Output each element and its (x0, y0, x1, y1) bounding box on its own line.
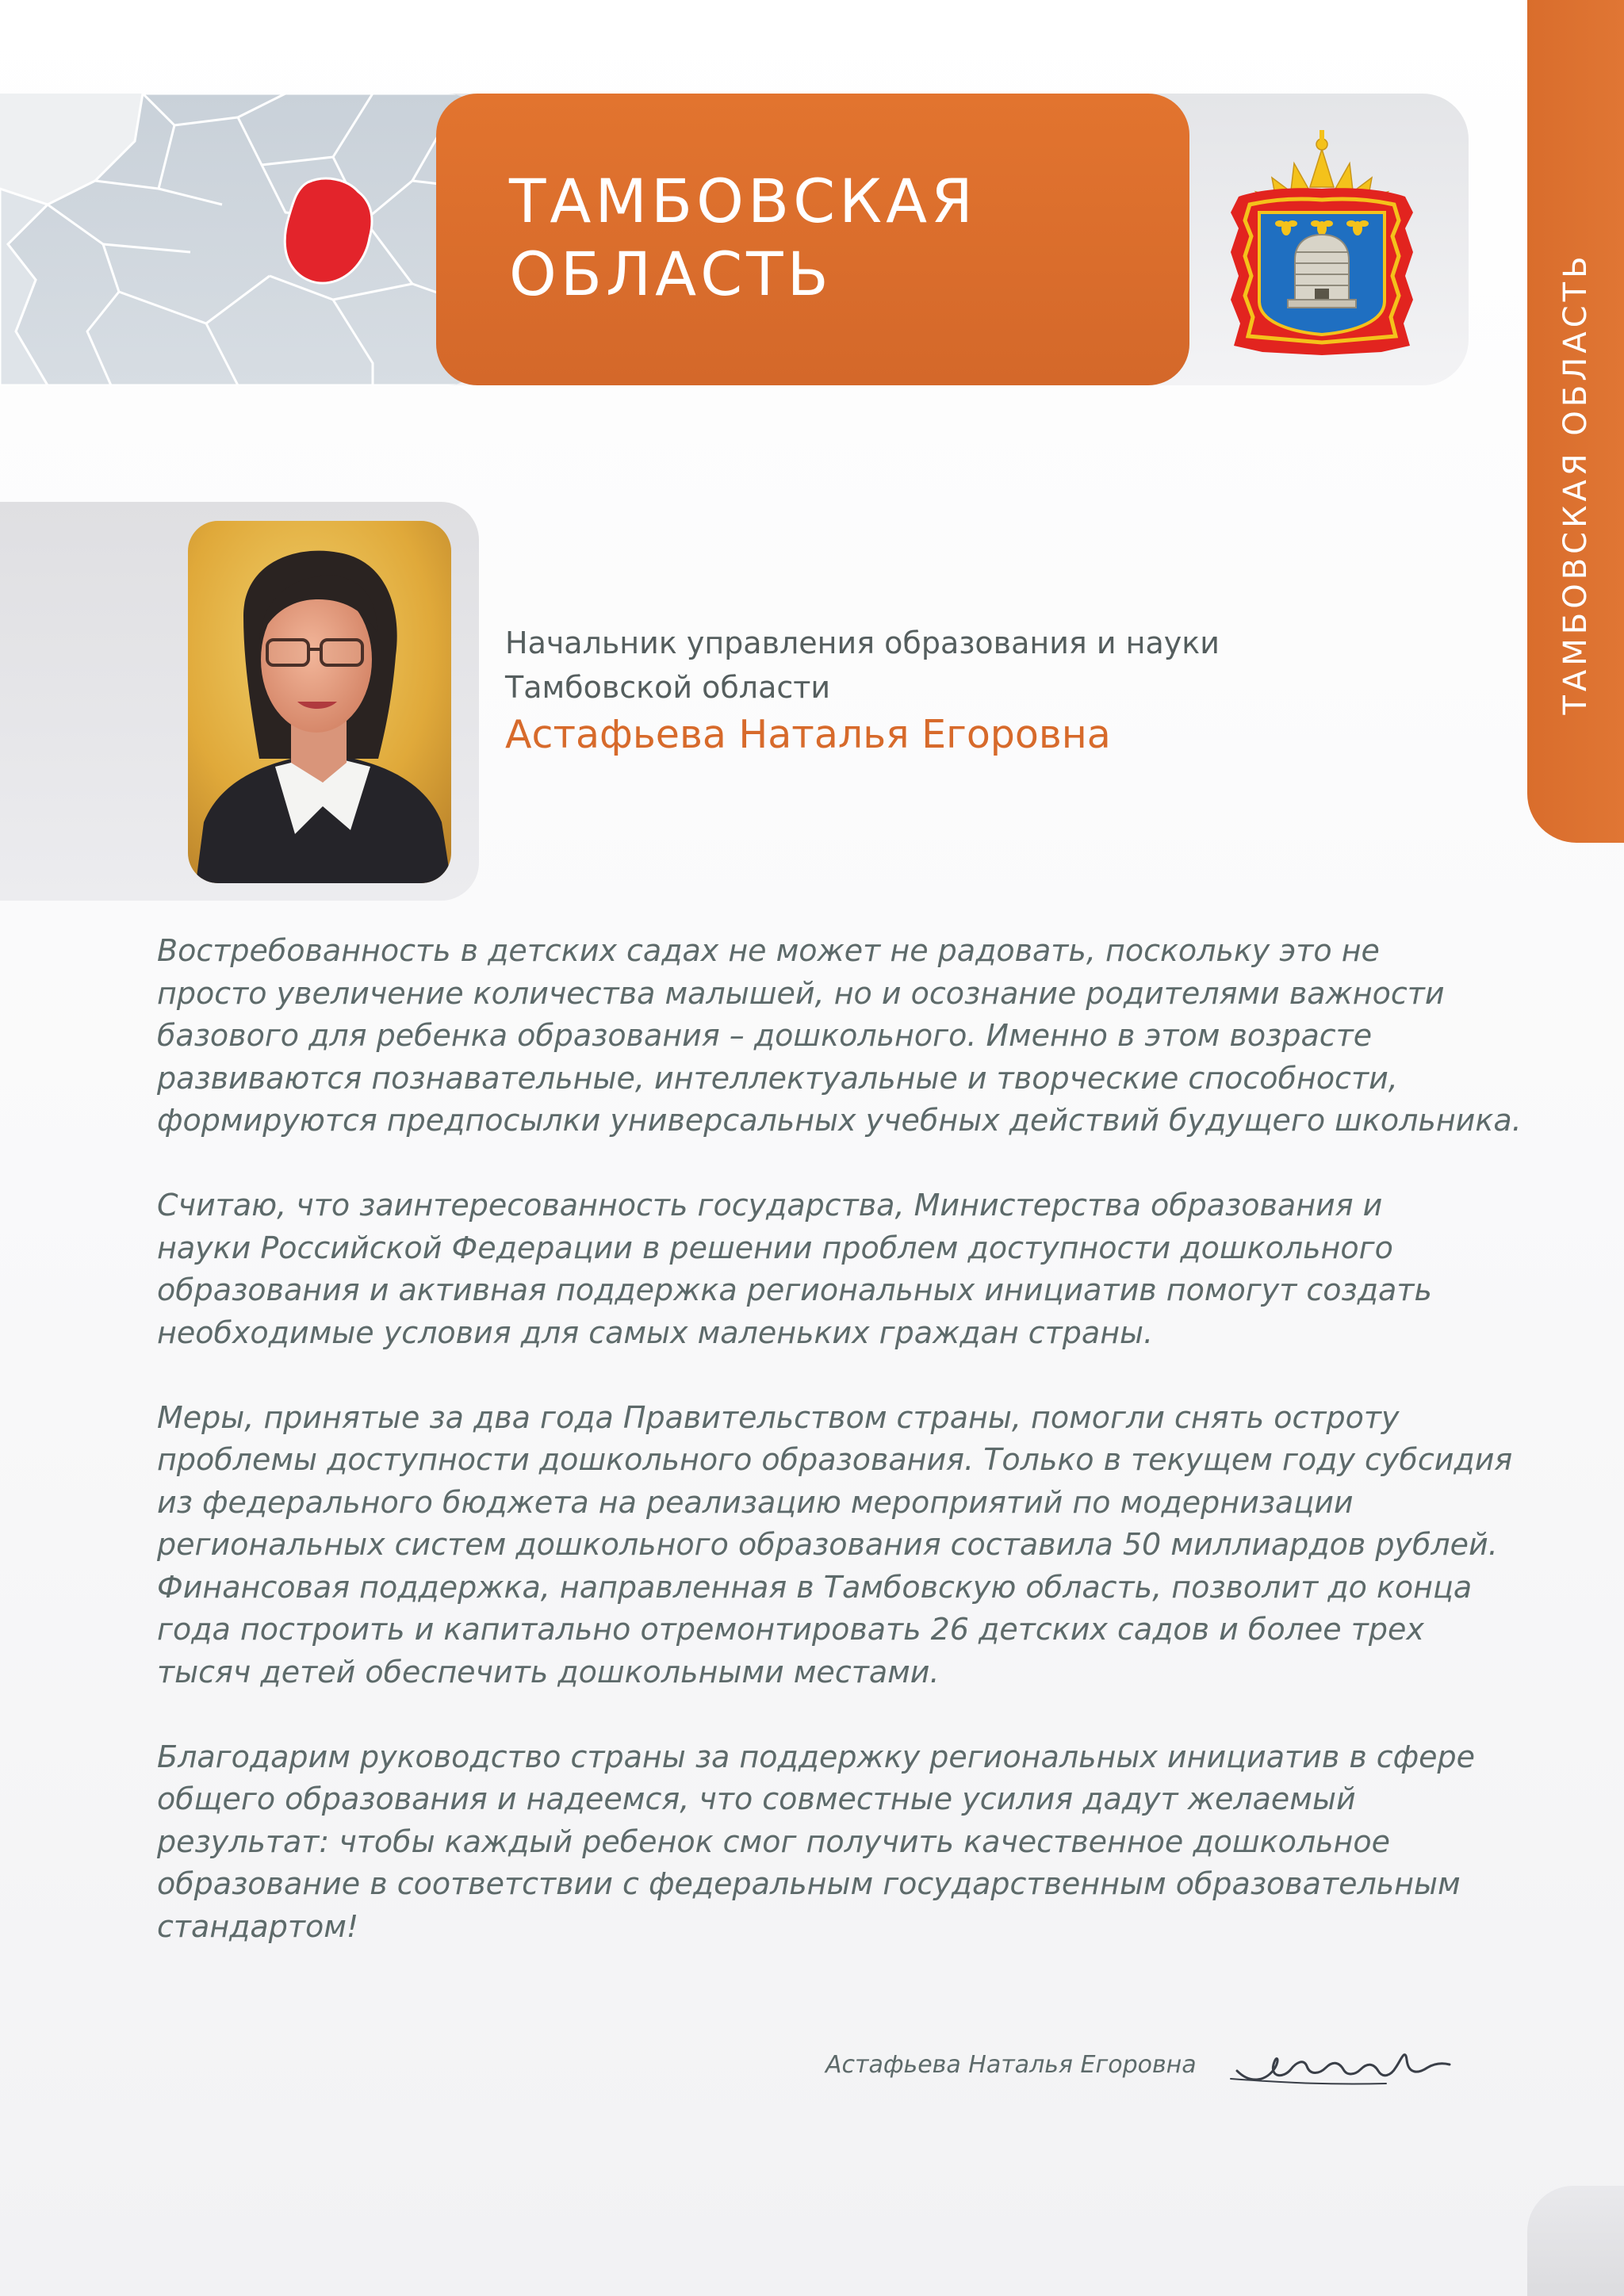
side-tab (1527, 0, 1624, 843)
paragraph (157, 1184, 1521, 1354)
signature-name: Астафьева Наталья Егоровна (825, 2051, 1197, 2079)
text-line: формируются предпосылки универсальных учебных действий будущего школьника. (157, 1103, 1522, 1138)
text-line: Благодарим руководство страны за поддержку региональных инициатив в сфере (157, 1739, 1476, 1774)
title-banner (436, 94, 1189, 385)
coat-of-arms (1215, 94, 1429, 385)
person-name: Астафьева Наталья Егоровна (505, 712, 1111, 757)
text-line: науки Российской Федерации в решении проблем доступности дошкольного (157, 1230, 1393, 1265)
region-title-line2: ОБЛАСТЬ (509, 239, 833, 309)
text-line: года построить и капитально отремонтировать 26 детских садов и более трех (157, 1612, 1424, 1647)
paragraph (157, 1736, 1521, 1949)
paragraph (157, 930, 1521, 1142)
text-line: региональных систем дошкольного образования составила 50 миллиардов рублей. (157, 1527, 1498, 1562)
map-svg (0, 94, 480, 385)
text-line: общего образования и надеемся, что совместные усилия дадут желаемый (157, 1781, 1356, 1816)
side-tab-label: ТАМБОВСКАЯ ОБЛАСТЬ (1557, 252, 1594, 715)
portrait-photo (188, 521, 451, 883)
text-line: проблемы доступности дошкольного образования. Только в текущем году субсидия (157, 1442, 1513, 1477)
text-line: Финансовая поддержка, направленная в Тамбовскую область, позволит до конца (157, 1569, 1473, 1605)
text-line: просто увеличение количества малышей, но и осознание родителями важности (157, 975, 1445, 1011)
region-map (0, 94, 480, 385)
portrait-image (188, 521, 451, 883)
text-line: развиваются познавательные, интеллектуальные и творческие способности, (157, 1060, 1398, 1096)
letter-body (157, 930, 1521, 1991)
position-line2: Тамбовской области (505, 670, 831, 705)
text-line: Востребованность в детских садах не может не радовать, поскольку это не (157, 933, 1380, 968)
text-line: из федерального бюджета на реализацию мероприятий по модернизации (157, 1484, 1354, 1520)
text-line: образования и активная поддержка региональных инициатив помогут создать (157, 1272, 1432, 1307)
text-line: тысяч детей обеспечить дошкольными местами. (157, 1654, 940, 1689)
region-title-line1: ТАМБОВСКАЯ (509, 166, 977, 236)
paragraph (157, 1397, 1521, 1694)
position-title (505, 621, 1457, 710)
page-corner (1527, 2186, 1624, 2296)
text-line: образование в соответствии с федеральным государственным образовательным (157, 1866, 1461, 1901)
coat-of-arms-icon (1215, 94, 1429, 385)
text-line: Считаю, что заинтересованность государства, Министерства образования и (157, 1188, 1383, 1223)
text-line: базового для ребенка образования – дошкольного. Именно в этом возрасте (157, 1018, 1373, 1053)
position-line1: Начальник управления образования и науки (505, 626, 1220, 660)
text-line: стандартом! (157, 1908, 359, 1944)
text-line: результат: чтобы каждый ребенок смог получить качественное дошкольное (157, 1823, 1391, 1859)
text-line: Меры, принятые за два года Правительством страны, помогли снять остроту (157, 1399, 1400, 1435)
handwritten-signature (1228, 2030, 1454, 2101)
text-line: необходимые условия для самых маленьких граждан страны. (157, 1314, 1154, 1350)
